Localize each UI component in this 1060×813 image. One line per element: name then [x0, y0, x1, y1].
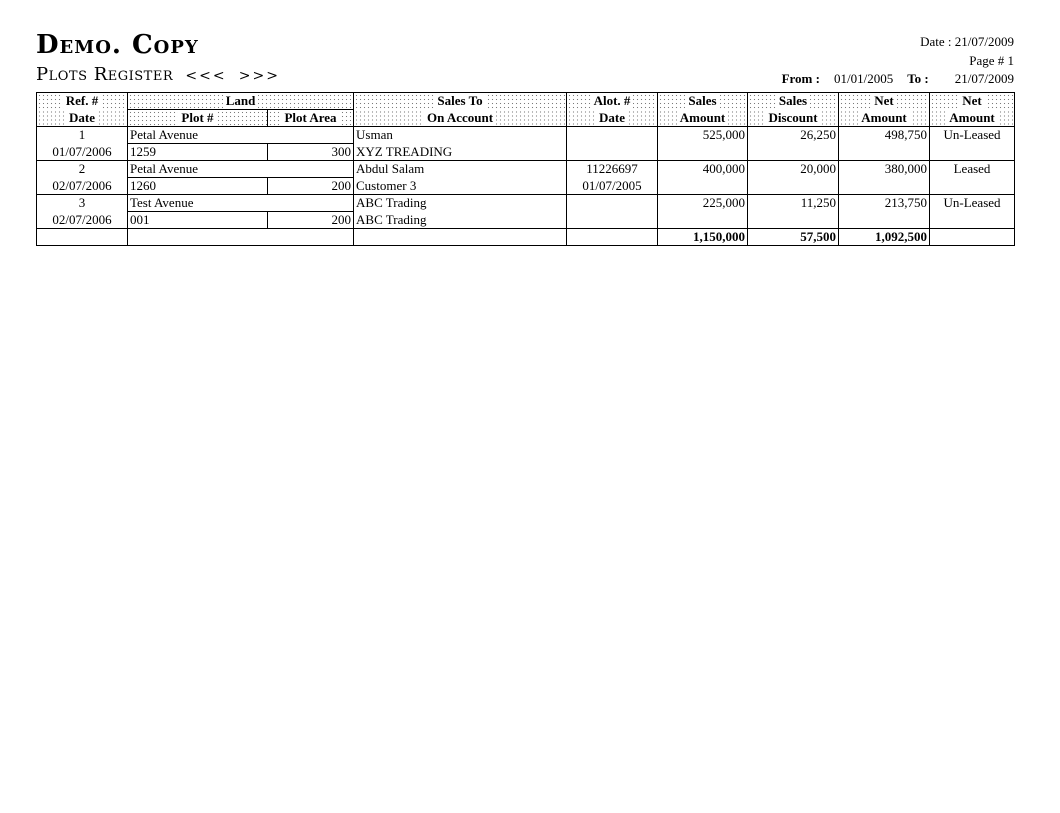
next-page-link[interactable]: >>>	[238, 68, 280, 84]
col-sales-discount: Sales	[748, 93, 839, 110]
from-value: 01/01/2005	[833, 71, 894, 86]
plot-area: 300	[268, 144, 354, 161]
to-label: To :	[907, 71, 929, 86]
col-sales-to: Sales To	[354, 93, 567, 110]
col-discount: Discount	[748, 110, 839, 127]
alot-number	[567, 127, 658, 144]
ref-date: 01/07/2006	[37, 144, 128, 161]
page-number: Page # 1	[969, 53, 1014, 68]
lease-status: Un-Leased	[930, 127, 1015, 144]
sales-to: Usman	[354, 127, 567, 144]
to-value: 21/07/2009	[954, 71, 1014, 86]
ref-number: 1	[37, 127, 128, 144]
date-range	[782, 71, 1014, 87]
plot-area: 200	[268, 178, 354, 195]
total-net-amount: 1,092,500	[839, 229, 930, 246]
on-account: Customer 3	[354, 178, 567, 195]
col-ref: Ref. #	[37, 93, 128, 110]
lease-status: Leased	[930, 161, 1015, 178]
net-amount: 213,750	[839, 195, 930, 212]
col-sales-amount: Amount	[658, 110, 748, 127]
col-plot-area: Plot Area	[268, 110, 354, 127]
land-name: Petal Avenue	[128, 161, 354, 178]
discount: 26,250	[748, 127, 839, 144]
sales-amount: 225,000	[658, 195, 748, 212]
header-row-2	[37, 110, 1015, 127]
plot-area: 200	[268, 212, 354, 229]
alot-date	[567, 144, 658, 161]
report-date: Date : 21/07/2009	[920, 34, 1014, 49]
company-name: Demo. Copy	[36, 30, 199, 60]
alot-number	[567, 195, 658, 212]
total-sales-amount: 1,150,000	[658, 229, 748, 246]
col-ref-date: Date	[37, 110, 128, 127]
table-row	[37, 127, 1015, 144]
alot-number: 11226697	[567, 161, 658, 178]
on-account: ABC Trading	[354, 212, 567, 229]
discount: 20,000	[748, 161, 839, 178]
on-account: XYZ TREADING	[354, 144, 567, 161]
table-row	[37, 161, 1015, 178]
col-alot-date: Date	[567, 110, 658, 127]
net-amount: 380,000	[839, 161, 930, 178]
col-on-account: On Account	[354, 110, 567, 127]
discount: 11,250	[748, 195, 839, 212]
plot-number: 001	[128, 212, 268, 229]
totals-row	[37, 229, 1015, 246]
table-row-sub	[37, 212, 1015, 229]
col-net-amount: Amount	[839, 110, 930, 127]
sales-amount: 525,000	[658, 127, 748, 144]
lease-status: Un-Leased	[930, 195, 1015, 212]
col-net-status-amount: Amount	[930, 110, 1015, 127]
prev-page-link[interactable]: <<<	[185, 68, 227, 84]
sales-amount: 400,000	[658, 161, 748, 178]
plot-number: 1259	[128, 144, 268, 161]
land-name: Petal Avenue	[128, 127, 354, 144]
ref-number: 3	[37, 195, 128, 212]
col-net-status: Net	[930, 93, 1015, 110]
table-row-sub	[37, 144, 1015, 161]
col-net: Net	[839, 93, 930, 110]
report-title-text: Plots Register	[36, 64, 174, 85]
col-land: Land	[128, 93, 354, 110]
plot-number: 1260	[128, 178, 268, 195]
total-discount: 57,500	[748, 229, 839, 246]
report-title	[36, 64, 280, 85]
ref-date: 02/07/2006	[37, 212, 128, 229]
alot-date: 01/07/2005	[567, 178, 658, 195]
ref-number: 2	[37, 161, 128, 178]
header-row-1	[37, 93, 1015, 110]
from-label: From :	[781, 71, 820, 86]
col-alot: Alot. #	[567, 93, 658, 110]
table-row	[37, 195, 1015, 212]
sales-to: Abdul Salam	[354, 161, 567, 178]
col-sales: Sales	[658, 93, 748, 110]
sales-to: ABC Trading	[354, 195, 567, 212]
plots-register-table	[36, 92, 1015, 246]
col-plot-no: Plot #	[128, 110, 268, 127]
alot-date	[567, 212, 658, 229]
net-amount: 498,750	[839, 127, 930, 144]
ref-date: 02/07/2006	[37, 178, 128, 195]
land-name: Test Avenue	[128, 195, 354, 212]
table-row-sub	[37, 178, 1015, 195]
